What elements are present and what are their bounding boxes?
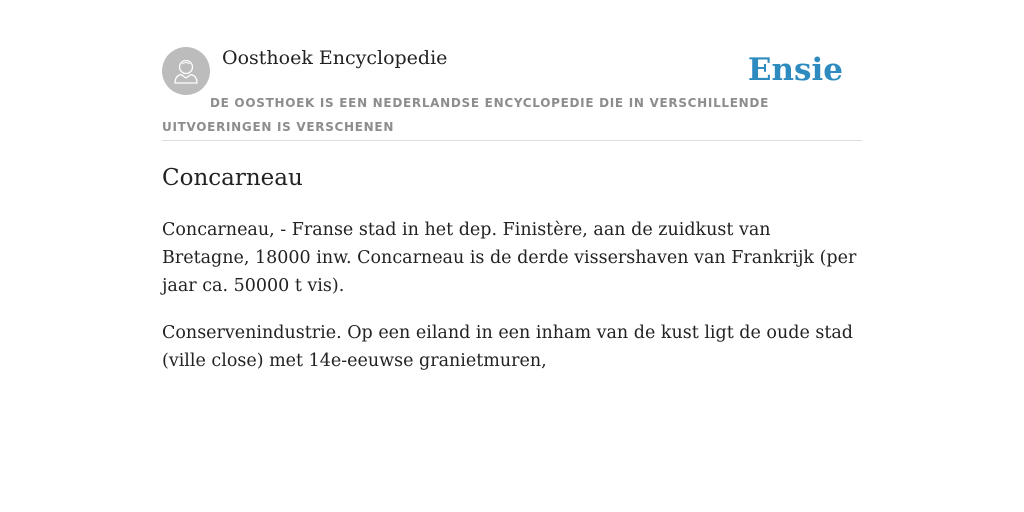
article-paragraph: Concarneau, - Franse stad in het dep. Finistère, aan de zuidkust van Bretagne, 18000 inw. Concarneau is de derde vissershaven van Frankrijk (per jaar ca. 50000 t vis). [162,220,857,296]
article-title: Concarneau [162,165,303,191]
brand-logo[interactable]: Ensie [747,52,843,88]
article-paragraph: Conservenindustrie. Op een eiland in een inham van de kust ligt de oude stad (ville close) met 14e-eeuwse granietmuren, [162,323,854,371]
user-icon [162,47,210,95]
source-avatar[interactable] [162,47,210,95]
source-description: DE OOSTHOEK IS EEN NEDERLANDSE ENCYCLOPEDIE DIE IN VERSCHILLENDE UITVOERINGEN IS VERSCHENEN [162,96,769,134]
source-title[interactable]: Oosthoek Encyclopedie [222,47,448,69]
source-header [162,46,862,141]
article [162,160,862,375]
